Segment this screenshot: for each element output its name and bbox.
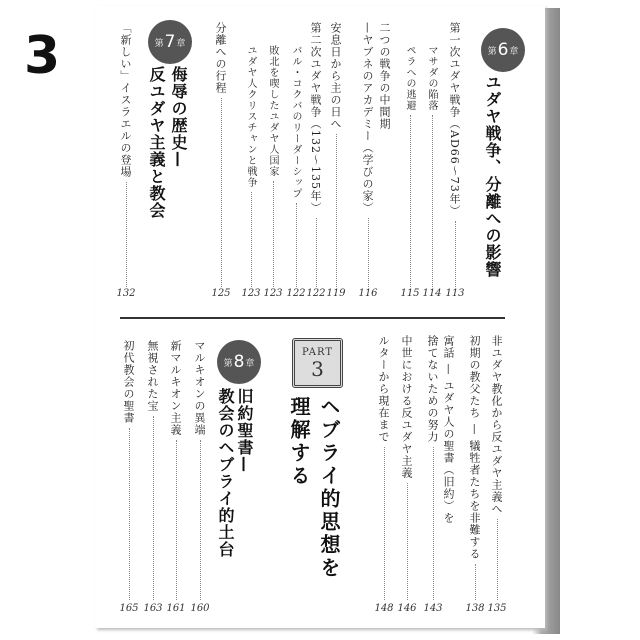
toc-entry-text[interactable]: 敗北を喫したユダヤ人国家 bbox=[267, 45, 278, 177]
toc-entry-text[interactable]: ユダヤ人クリスチャンと戦争 bbox=[245, 45, 256, 188]
chapter-8-title-line-2: 教会のヘブライ的土台 bbox=[216, 388, 235, 558]
chapter-8-title-line-1: 旧約聖書— bbox=[235, 388, 254, 473]
toc-page-number[interactable]: 125 bbox=[211, 288, 231, 299]
dot-leader bbox=[200, 440, 201, 600]
toc-entry-text[interactable]: ルターから現在まで bbox=[377, 335, 390, 443]
toc-entry-text[interactable]: 二つの戦争の中間期 bbox=[378, 22, 391, 130]
toc-entry-text[interactable]: 新マルキオン主義 bbox=[169, 340, 182, 436]
toc-page-number[interactable]: 115 bbox=[400, 288, 420, 299]
toc-page-number[interactable]: 132 bbox=[116, 288, 136, 299]
dot-leader bbox=[410, 115, 411, 287]
chapter-label-prefix: 第 bbox=[223, 358, 233, 369]
chapter-6-title: ユダヤ戦争、分離への影響 bbox=[483, 74, 502, 278]
toc-page-number[interactable]: 122 bbox=[286, 288, 306, 299]
toc-entry-text[interactable]: 非ユダヤ教化から反ユダヤ主義へ bbox=[490, 335, 503, 515]
toc-entry-text[interactable]: マルキオンの異端 bbox=[193, 340, 206, 436]
chapter-7-badge bbox=[148, 20, 192, 64]
dot-leader bbox=[368, 218, 369, 287]
dot-leader bbox=[336, 134, 337, 287]
dot-leader bbox=[497, 519, 498, 600]
chapter-6-badge bbox=[481, 28, 525, 72]
toc-entry-text[interactable]: 無視された宝 bbox=[146, 340, 159, 412]
toc-entry-text[interactable]: 安息日から主の日へ bbox=[329, 22, 342, 130]
chapter-label-suffix: 章 bbox=[176, 38, 186, 49]
dot-leader bbox=[384, 447, 385, 600]
dot-leader bbox=[126, 182, 127, 287]
toc-entry-text[interactable]: 分離への行程 bbox=[214, 22, 227, 94]
chapter-label-suffix: 章 bbox=[509, 46, 519, 57]
toc-entry-text[interactable]: —ヤブネのアカデミー（学びの家） bbox=[361, 22, 374, 214]
toc-page-number[interactable]: 123 bbox=[263, 288, 283, 299]
chapter-7-title-line-2: 反ユダヤ主義と教会 bbox=[147, 66, 166, 219]
dot-leader bbox=[221, 98, 222, 287]
part-title-line-1: ヘブライ的思想を bbox=[317, 396, 341, 580]
toc-entry-text[interactable]: 捨てないための努力 bbox=[426, 335, 439, 443]
dot-leader bbox=[455, 221, 456, 287]
part-number: 3 bbox=[311, 357, 324, 381]
chapter-8-badge bbox=[217, 340, 261, 384]
chapter-number: 6 bbox=[497, 40, 509, 60]
toc-page-number[interactable]: 146 bbox=[397, 603, 417, 614]
dot-leader bbox=[432, 115, 433, 287]
toc-page-number[interactable]: 123 bbox=[241, 288, 261, 299]
dot-leader bbox=[176, 440, 177, 600]
dot-leader bbox=[475, 564, 476, 600]
toc-page-number[interactable]: 114 bbox=[422, 288, 442, 299]
toc-entry-text[interactable]: 第一次ユダヤ戦争（AD66～73年） bbox=[448, 22, 461, 217]
toc-page-number[interactable]: 161 bbox=[166, 603, 186, 614]
toc-page-number[interactable]: 122 bbox=[306, 288, 326, 299]
section-divider bbox=[120, 317, 505, 319]
toc-page-number[interactable]: 138 bbox=[465, 603, 485, 614]
dot-leader bbox=[273, 181, 274, 287]
toc-page-number[interactable]: 160 bbox=[190, 603, 210, 614]
chapter-label-prefix: 第 bbox=[487, 46, 497, 57]
dot-leader bbox=[129, 428, 130, 600]
toc-entry-text[interactable]: マサダの陥落 bbox=[426, 45, 437, 111]
part-title-line-2: 理解する bbox=[287, 396, 311, 488]
toc-page-number[interactable]: 148 bbox=[374, 603, 394, 614]
toc-entry-text[interactable]: ペラへの逃避 bbox=[404, 45, 415, 111]
page-badge-number: 3 bbox=[24, 26, 61, 86]
dot-leader bbox=[316, 218, 317, 287]
toc-entry-text[interactable]: バル・コクバのリーダーシップ bbox=[290, 45, 301, 199]
chapter-number: 8 bbox=[233, 352, 245, 372]
dot-leader bbox=[296, 203, 297, 287]
toc-page-number[interactable]: 119 bbox=[326, 288, 346, 299]
toc-page-number[interactable]: 113 bbox=[445, 288, 465, 299]
toc-page-number[interactable]: 143 bbox=[423, 603, 443, 614]
toc-page-number[interactable]: 135 bbox=[487, 603, 507, 614]
dot-leader bbox=[407, 483, 408, 600]
dot-leader bbox=[433, 447, 434, 600]
toc-entry-text[interactable]: 「新しい」イスラエルの登場 bbox=[119, 22, 132, 178]
chapter-number: 7 bbox=[164, 32, 176, 52]
toc-page-number[interactable]: 163 bbox=[143, 603, 163, 614]
part-label: PART bbox=[301, 347, 334, 358]
toc-page-number[interactable]: 165 bbox=[119, 603, 139, 614]
chapter-label-suffix: 章 bbox=[245, 358, 255, 369]
dot-leader bbox=[251, 192, 252, 287]
toc-entry-text[interactable]: 中世における反ユダヤ主義 bbox=[400, 335, 413, 479]
part-3-badge bbox=[292, 338, 343, 388]
dot-leader bbox=[153, 416, 154, 600]
toc-entry-text[interactable]: 初期の教父たち — 犠牲者たちを非難する bbox=[468, 335, 481, 560]
toc-entry-text[interactable]: 初代教会の聖書 bbox=[122, 340, 135, 424]
chapter-7-title-line-1: 侮辱の歴史— bbox=[169, 66, 188, 168]
toc-entry-text[interactable]: 寓話 — ユダヤ人の聖書（旧約）を bbox=[442, 335, 455, 524]
chapter-label-prefix: 第 bbox=[154, 38, 164, 49]
toc-entry-text[interactable]: 第二次ユダヤ戦争（132～135年） bbox=[309, 22, 322, 214]
toc-page-number[interactable]: 116 bbox=[358, 288, 378, 299]
